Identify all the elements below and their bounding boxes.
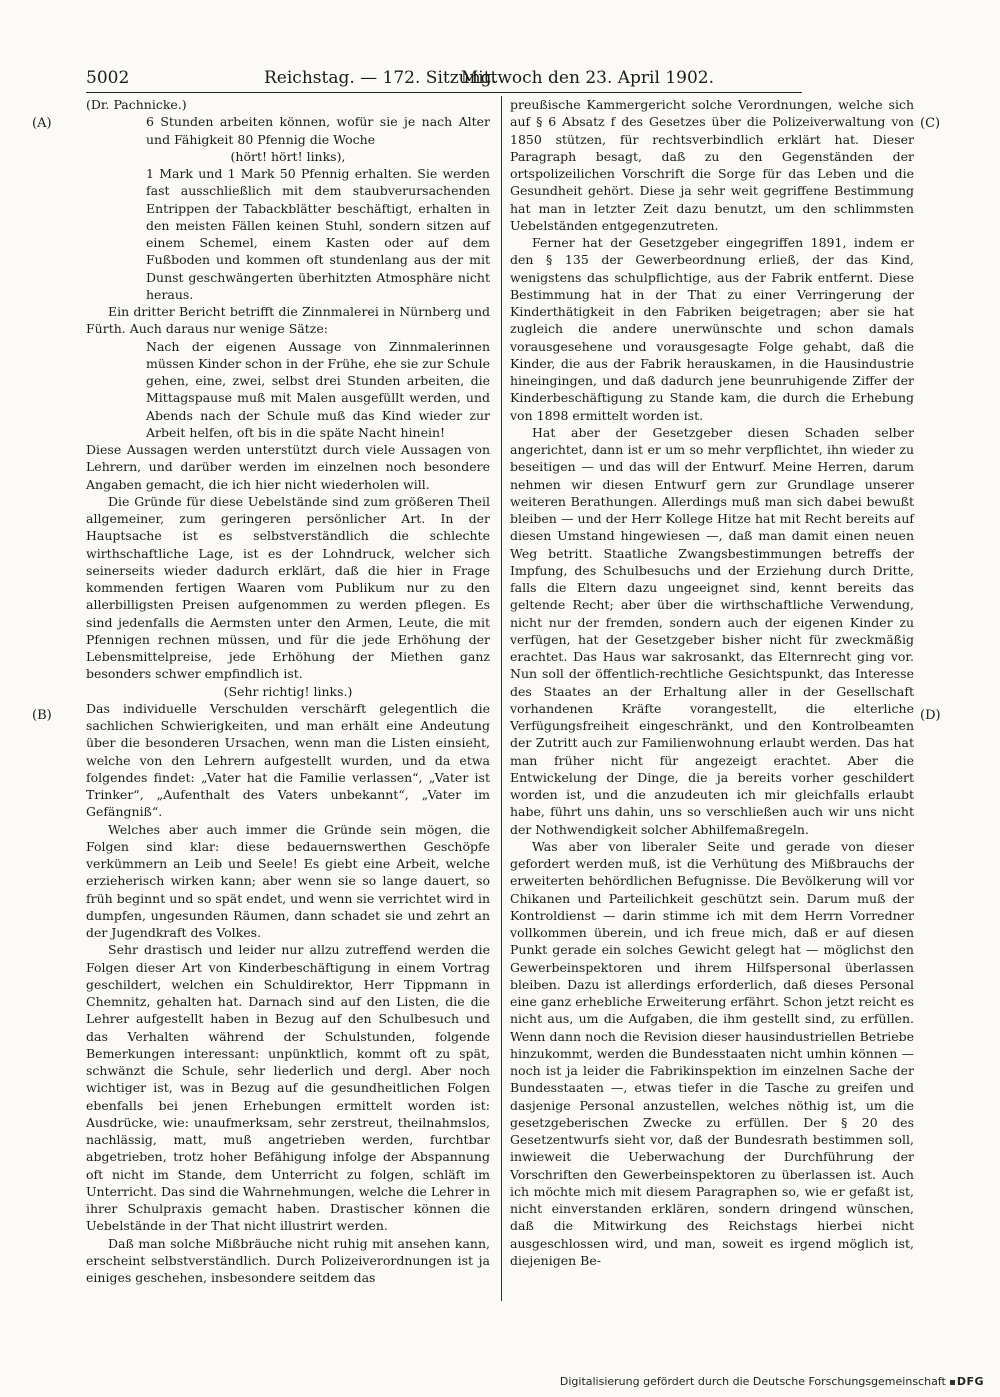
interjection: (Sehr richtig! links.) xyxy=(223,683,353,699)
page-number: 5002 xyxy=(86,68,130,88)
left-column xyxy=(86,96,490,1286)
paragraph: Diese Aussagen werden unterstützt durch viele Aussagen von Lehrern, und darüber werden im einzelnen noch besondere Angaben gemacht, die ich hier nicht wiederholen will. xyxy=(86,442,490,492)
paragraph: Was aber von liberaler Seite und gerade von dieser gefordert werden muß, ist die Verhütung des Mißbrauchs der erweiterten behördlichen Befugnisse. Die Bevölkerung will vor Chikanen und Parteilichkeit geschützt sein. Darum muß der Kontroldienst — darin stimme ich mit dem Herrn Vorredner vollkommen überein, und ich freue mich, daß er auf diesen Punkt gerade ein solches Gewicht gelegt hat — möglichst den Gewerbeinspektoren und ihrem Hilfspersonal überlassen bleiben. Dazu ist allerdings erforderlich, daß dieses Personal eine ganz erhebliche Erweiterung erfährt. Schon jetzt reicht es nicht aus, um die Aufgaben, die ihm gestellt sind, zu erfüllen. Wenn dann noch die Revision dieser hausindustriellen Betriebe hinzukommt, werden die Bundesstaaten nicht umhin können — noch ist ja leider die Fabrikinspektion im einzelnen Sache der Bundesstaaten —, etwas tiefer in die Tasche zu greifen und dasjenige Personal anzustellen, welches nöthig ist, um die gesetzgeberischen Zwecke zu erfüllen. Der § 20 des Gesetzentwurfs sieht vor, daß der Bundesrath bestimmen soll, inwieweit die Ueberwachung der Durchführung der Vorschriften den Gewerbeinspektoren zu überlassen ist. Auch ich möchte mich mit diesem Paragraphen so, wie er gefaßt ist, nicht einverstanden erklären, sondern dringend wünschen, daß die Mitwirkung des Reichstags hierbei nicht ausgeschlossen wird, und man, soweit es irgend möglich ist, diejenigen Be- xyxy=(510,838,914,1268)
paragraph: Ferner hat der Gesetzgeber eingegriffen 1891, indem er den § 135 der Gewerbeordnung erließ, der das Kind, wenigstens das schulpflichtige, aus der Fabrik entfernt. Diese Bestimmung hat in der That zu einer Verringerung der Kinderthätigkeit in den Fabriken beigetragen; aber sie hat zugleich die andere unerwünschte und schon damals vorausgesehene und vorausgesagte Folge gehabt, daß die Kinder, die aus der Fabrik herauskamen, in die Hausindustrie hineingingen, und daß dadurch jene beunruhigende Ziffer der Kinderbeschäftigung zu Stande kam, die durch die Erhebung von 1898 ermittelt worden ist. xyxy=(510,235,914,423)
session-title: Reichstag. — 172. Sitzung. xyxy=(264,68,497,88)
dfg-logo xyxy=(950,1373,984,1391)
dfg-logo-text: DFG xyxy=(956,1375,984,1388)
paragraph: Die Gründe für diese Uebelstände sind zum größeren Theil allgemeiner, zum geringeren persönlicher Art. In der Hauptsache ist es selbstverständlich die schlechte wirthschaftliche Lage, ist es der Lohndruck, welcher sich seinerseits wieder dadurch erklärt, daß die hier in Frage kommenden fertigen Waaren vom Publikum nur zu den allerbilligsten Preisen aufgenommen zu werden pflegen. Es sind jedenfalls die Aermsten unter den Armen, Leute, die mit Pfennigen rechnen müssen, und für die jede Erhöhung der Lebensmittelpreise, jede Erhöhung der Miethen ganz besonders schwer empfindlich ist. xyxy=(86,493,490,682)
paragraph: Hat aber der Gesetzgeber diesen Schaden selber angerichtet, dann ist er um so mehr verpflichtet, ihn wieder zu beseitigen — und das will der Entwurf. Meine Herren, darum nehmen wir diesen Entwurf gern zur Grundlage unserer weiteren Berathungen. Allerdings muß man sich dabei bewußt bleiben — und der Herr Kollege Hitze hat mit Recht bereits auf diesen Umstand hingewiesen —, daß man damit einen neuen Weg betritt. Staatliche Zwangsbestimmungen betreffs der Impfung, des Schulbesuchs und der Erziehung durch Dritte, falls die Eltern dazu ungeeignet sind, kennt bereits das geltende Recht; aber über die wirthschaftliche Verwendung, nicht nur der fremden, sondern auch der eigenen Kinder zu verfügen, hat der Gesetzgeber bisher nicht für zweckmäßig erachtet. Das Haus war sakrosankt, das Elternrecht ging vor. Nun soll der öffentlich-rechtliche Gesichtspunkt, das Interesse des Staates an der Erhaltung aller in der Gesellschaft vorhandenen Kräfte vorangestellt, die elterliche Verfügungsfreiheit eingeschränkt, und den Kontrolbeamten der Zutritt auch zur Familienwohnung erlaubt werden. Das hat man früher nicht für angezeigt erachtet. Aber die Entwickelung der Dinge, die ja bereits vorher geschildert worden ist, und die anzudeuten ich mir gleichfalls erlaubt habe, führt uns dahin, uns so verschließen auch wir uns nicht der Nothwendigkeit solcher Abhilfemaßregeln. xyxy=(510,424,914,837)
column-divider xyxy=(501,96,502,1301)
paragraph: Das individuelle Verschulden verschärft gelegentlich die sachlichen Schwierigkeiten, und man erhält eine Andeutung über die besonderen Ursachen, wenn man die Listen einsieht, welche von den Lehrern aufgestellt wurden, und da etwa folgendes findet: „Vater hat die Familie verlassen“, „Vater ist Trinker“, „Aufenthalt des Vaters unbekannt“, „Vater im Gefängniß“. xyxy=(86,700,490,820)
paragraph: Sehr drastisch und leider nur allzu zutreffend werden die Folgen dieser Art von Kinderbeschäftigung in einem Vortrag geschildert, welchen ein Schuldirektor, Herr Tippmann in Chemnitz, gehalten hat. Darnach sind auf den Listen, die die Lehrer aufgestellt haben in Bezug auf den Schulbesuch und das Verhalten während der Schulstunden, folgende Bemerkungen interessant: unpünktlich, kommt oft zu spät, schwänzt die Schule, sehr liederlich und dergl. Aber noch wichtiger ist, was in Bezug auf die gesundheitlichen Folgen ebenfalls bei jenen Erhebungen ermittelt worden ist: Ausdrücke, wie: unaufmerksam, sehr zerstreut, theilnahmslos, nachlässig, matt, muß angetrieben werden, furchtbar abgetrieben, trotz hoher Befähigung infolge der Abspannung oft nicht im Stande, dem Unterricht zu folgen, schläft im Unterricht. Das sind die Wahrnehmungen, welche die Lehrer in ihrer Schulpraxis gemacht haben. Drastischer können die Uebelstände in der That nicht illustrirt werden. xyxy=(86,942,490,1234)
paragraph: preußische Kammergericht solche Verordnungen, welche sich auf § 6 Absatz f des Gesetzes über die Polizeiverwaltung von 1850 stützen, für rechtsverbindlich erklärt hat. Dieser Paragraph besagt, daß zu den Gegenständen der ortspolizeilichen Vorschrift die Sorge für das Leben und die Gesundheit gehört. Diese ja sehr weit gegriffene Bestimmung hat man in letzter Zeit dazu benutzt, um den schlimmsten Uebelständen entgegenzutreten. xyxy=(510,97,914,233)
footer-credit xyxy=(560,1373,984,1391)
margin-marker-b: (B) xyxy=(32,708,52,723)
interjection: (hört! hört! links), xyxy=(230,148,346,164)
header-rule xyxy=(86,92,802,93)
footer-text: Digitalisierung gefördert durch die Deutsche Forschungsgemeinschaft xyxy=(559,1375,946,1388)
page-header xyxy=(86,66,714,90)
paragraph: Ein dritter Bericht betrifft die Zinnmalerei in Nürnberg und Fürth. Auch daraus nur wenige Sätze: xyxy=(86,304,490,337)
quote-paragraph: 6 Stunden arbeiten können, wofür sie je nach Alter und Fähigkeit 80 Pfennig die Woche xyxy=(146,114,490,147)
dfg-logo-mark-icon xyxy=(950,1380,955,1385)
paragraph: Welches aber auch immer die Gründe sein mögen, die Folgen sind klar: diese bedauernswerthen Geschöpfe verkümmern an Leib und Seele! Es giebt eine Arbeit, welche erzieherisch wirken kann; aber wenn sie so lange dauert, so früh beginnt und so spät endet, und wenn sie verrichtet wird in dumpfen, ungesunden Räumen, dann schadet sie und zehrt an der Jugendkraft des Volkes. xyxy=(86,821,490,940)
margin-marker-c: (C) xyxy=(920,116,941,131)
quote-paragraph: Nach der eigenen Aussage von Zinnmalerinnen müssen Kinder schon in der Frühe, ehe sie zur Schule gehen, eine, zwei, selbst drei Stunden arbeiten, die Mittagspause muß mit Malen ausgefüllt werden, und Abends nach der Schule muß das Kind wieder zur Arbeit helfen, oft bis in die späte Nacht hinein! xyxy=(146,338,490,440)
paragraph: Daß man solche Mißbräuche nicht ruhig mit ansehen kann, erscheint selbstverständlich. Durch Polizeiverordnungen ist ja einiges geschehen, insbesondere seitdem das xyxy=(86,1235,490,1285)
session-date: Mittwoch den 23. April 1902. xyxy=(460,68,714,88)
right-column xyxy=(510,96,914,1269)
speaker-name: (Dr. Pachnicke.) xyxy=(86,97,187,112)
margin-marker-d: (D) xyxy=(920,708,941,723)
quote-paragraph: 1 Mark und 1 Mark 50 Pfennig erhalten. Sie werden fast ausschließlich mit dem staubverursachenden Entrippen der Tabackblätter beschäftigt, erhalten in den meisten Fällen keinen Stuhl, sondern sitzen auf einem Schemel, einem Kasten oder auf dem Fußboden und kommen oft stundenlang aus der mit Dunst geschwängerten überhitzten Atmosphäre nicht heraus. xyxy=(146,166,490,302)
margin-marker-a: (A) xyxy=(32,116,52,131)
